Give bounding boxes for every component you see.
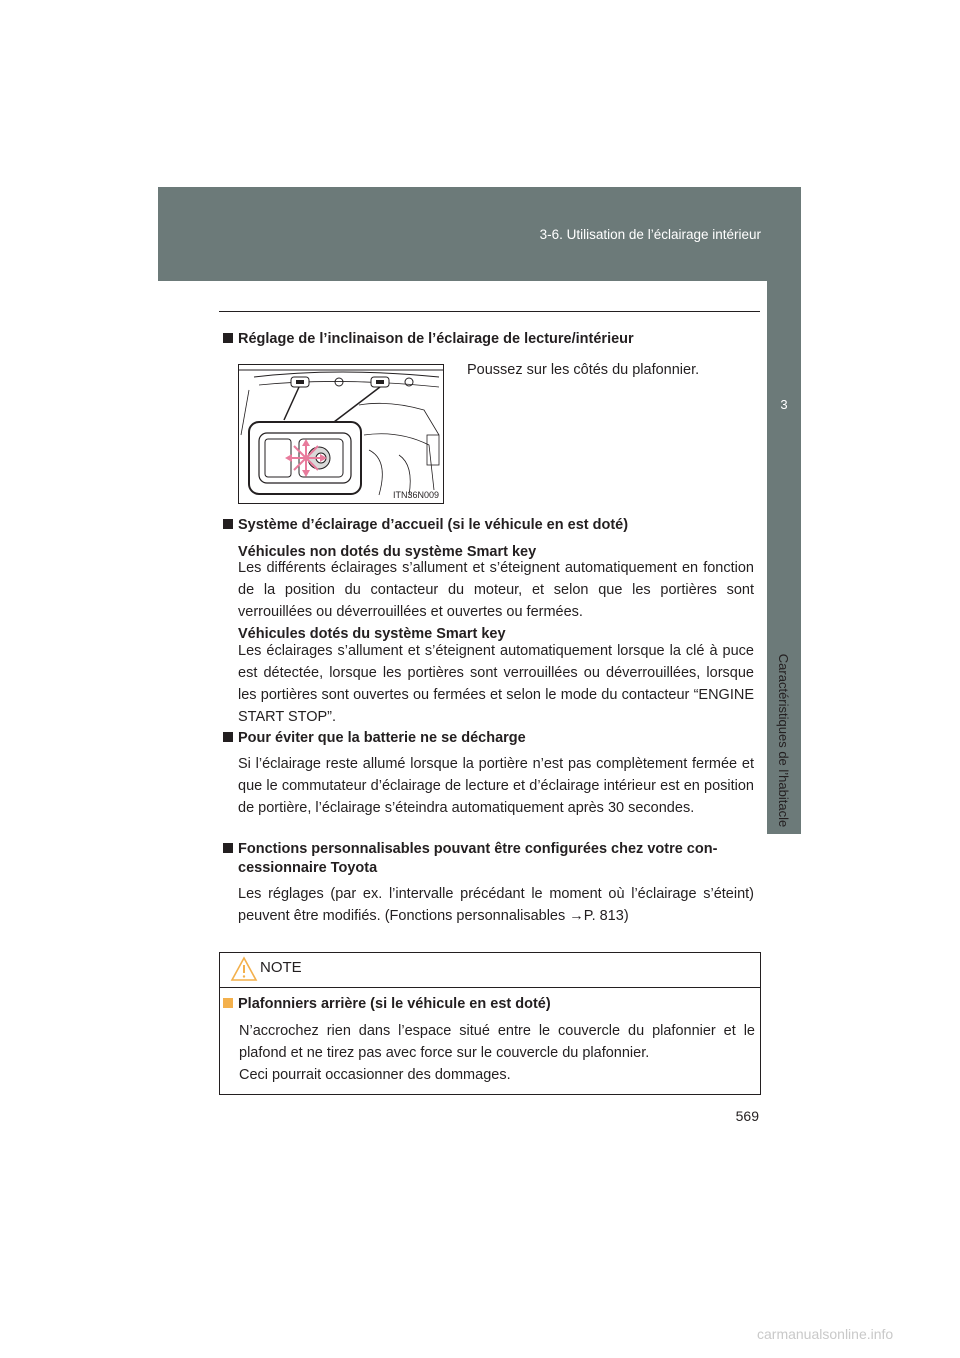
section-heading-continuation: cessionnaire Toyota bbox=[238, 860, 378, 876]
chapter-number: 3 bbox=[780, 397, 788, 412]
paragraph: Les différents éclairages s’allument et s’éteignent automatiquement en fonction de la position du contacteur du moteur, et selon que les portières sont verrouillées ou déverrouillées et ouvertes ou fermées. bbox=[238, 560, 754, 620]
section-heading bbox=[223, 727, 526, 749]
note-box bbox=[219, 952, 761, 1095]
note-paragraph: N’accrochez rien dans l’espace situé entre le couvercle du plafonnier et le plafond et ne tirez pas avec force sur le couvercle du plafonnier. bbox=[239, 1023, 755, 1061]
note-header bbox=[220, 953, 760, 988]
section-heading-text: Système d’éclairage d’accueil (si le véhicule en est doté) bbox=[238, 517, 629, 533]
figure-caption: Poussez sur les côtés du plafonnier. bbox=[467, 362, 700, 378]
bullet-square-icon bbox=[223, 333, 233, 343]
bullet-square-icon bbox=[223, 732, 233, 742]
section-title: 3-6. Utilisation de l’éclairage intérieur bbox=[539, 227, 761, 242]
bullet-square-icon bbox=[223, 843, 233, 853]
note-heading bbox=[223, 993, 551, 1015]
paragraph: Les réglages (par ex. l’intervalle précédant le moment où l’éclairage s’éteint) peuvent être modifiés. (Fonctions personnalisables →P. 813) bbox=[238, 886, 754, 924]
page-number: 569 bbox=[735, 1108, 759, 1124]
paragraph: Les éclairages s’allument et s’éteignent automatiquement lorsque la clé à puce est détectée, lorsque les portières sont verrouillées ou déverrouillées, lorsque les portières sont ouvertes ou fermées et selon le mode du contacteur “ENGINE START STOP”. bbox=[238, 643, 754, 725]
section-heading-text: Fonctions personnalisables pouvant être configurées chez votre con- bbox=[238, 841, 718, 857]
note-heading-text: Plafonniers arrière (si le véhicule en est doté) bbox=[238, 996, 551, 1012]
chapter-label: Caractéristiques de l’habitacle bbox=[776, 653, 792, 827]
footer-watermark: carmanualsonline.info bbox=[757, 1326, 894, 1342]
section-heading-text: Réglage de l’inclinaison de l’éclairage de lecture/intérieur bbox=[238, 331, 634, 347]
section-heading-text: Pour éviter que la batterie ne se décharge bbox=[238, 730, 526, 746]
dome-light-figure bbox=[238, 364, 444, 504]
header-band bbox=[158, 187, 801, 281]
bullet-square-icon bbox=[223, 998, 233, 1008]
section-heading bbox=[223, 328, 634, 350]
warning-triangle-icon bbox=[230, 956, 258, 982]
top-rule bbox=[219, 311, 760, 312]
paragraph: Si l’éclairage reste allumé lorsque la portière n’est pas complètement fermée et que le commutateur d’éclairage de lecture et d’éclairage intérieur est en position de portière, l’éclairage s’éteindra automatiquement après 30 secondes. bbox=[238, 756, 754, 816]
subheading: Véhicules dotés du système Smart key bbox=[238, 626, 506, 642]
bullet-square-icon bbox=[223, 519, 233, 529]
note-title: NOTE bbox=[260, 959, 302, 976]
subheading: Véhicules non dotés du système Smart key bbox=[238, 544, 537, 560]
section-heading bbox=[223, 514, 628, 536]
figure-code: ITN36N009 bbox=[392, 490, 439, 500]
note-paragraph: Ceci pourrait occasionner des dommages. bbox=[239, 1067, 511, 1083]
car-interior-illustration bbox=[239, 365, 443, 503]
chapter-label-container bbox=[770, 640, 798, 840]
